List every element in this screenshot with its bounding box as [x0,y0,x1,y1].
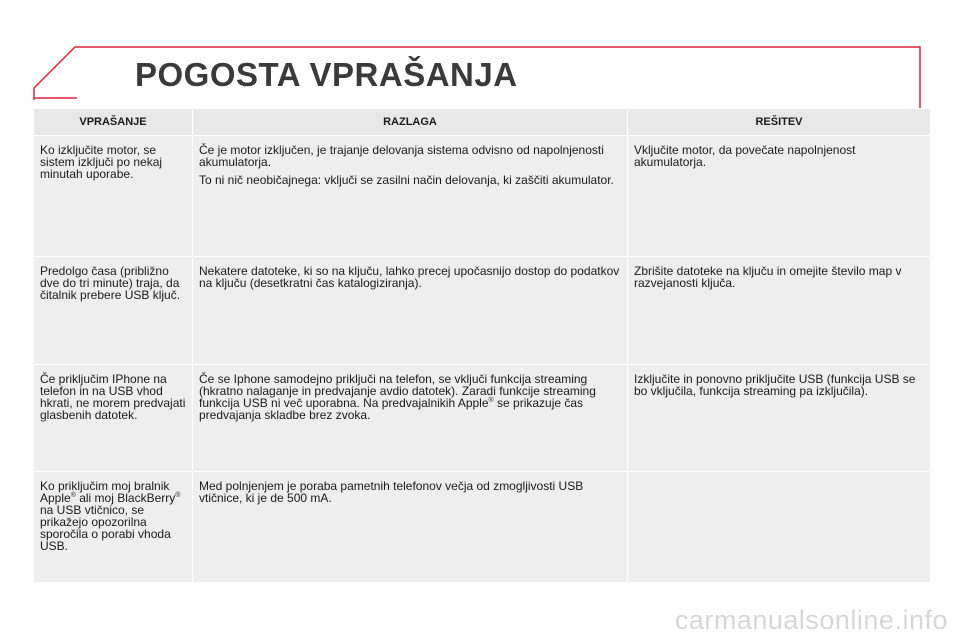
explanation-paragraph: Nekatere datoteke, ki so na ključu, lahko precej upočasnijo dostop do podatkov na ključu (desetkratni čas katalogiziranja). [199,264,620,290]
column-header-explanation: RAZLAGA [193,109,628,136]
explanation-paragraph: Med polnjenjem je poraba pametnih telefonov večja od zmogljivosti USB vtičnice, ki je de 500 mA. [199,479,584,505]
explanation-paragraph: Če je motor izključen, je trajanje delovanja sistema odvisno od napolnjenosti akumulatorja. [199,143,604,169]
question-cell [34,472,193,583]
question-text: ali moj BlackBerry [75,491,176,505]
explanation-paragraph [199,373,621,421]
solution-cell: Vključite motor, da povečate napolnjenost akumulatorja. [628,136,931,257]
explanation-cell [193,365,628,472]
explanation-text: Če se Iphone samodejno priključi na telefon, se vključi funkcija streaming (hkratno nalaganje in predvajanje avdio datotek). Zaradi funkcije streaming funkcija USB ni več uporabna. Na predvajalnikih Apple [199,372,596,410]
solution-cell [628,472,931,583]
solution-cell: Izključite in ponovno priključite USB (funkcija USB se bo vključila, funkcija streaming pa izključila). [628,365,931,472]
question-cell: Predolgo časa (približno dve do tri minute) traja, da čitalnik prebere USB ključ. [34,257,193,365]
page-title: POGOSTA VPRAŠANJA [135,56,518,93]
question-cell: Če priključim IPhone na telefon in na USB vhod hkrati, ne morem predvajati glasbenih datotek. [34,365,193,472]
table-row [34,136,931,257]
column-header-question: VPRAŠANJE [34,109,193,136]
question-text: Ko priključim moj bralnik Apple [40,479,170,505]
explanation-text: se prikazuje čas predvajanja skladbe brez zvoka. [199,396,584,422]
explanation-paragraph: To ni nič neobičajnega: vključi se zasilni način delovanja, ki zaščiti akumulator. [199,173,614,187]
column-header-solution: REŠITEV [628,109,931,136]
question-cell: Ko izključite motor, se sistem izključi po nekaj minutah uporabe. [34,136,193,257]
question-text: na USB vtičnico, se prikažejo opozorilna sporočila o porabi vhoda USB. [40,503,171,553]
faq-table [33,108,931,583]
registered-mark: ® [175,492,181,499]
registered-mark: ® [488,397,494,404]
explanation-cell [193,257,628,365]
table-row [34,365,931,472]
table-header-row [34,109,931,136]
table-row [34,257,931,365]
explanation-cell [193,472,628,583]
explanation-cell [193,136,628,257]
solution-cell: Zbrišite datoteke na ključu in omejite število map v razvejanosti ključa. [628,257,931,365]
table-row [34,472,931,583]
watermark: carmanualsonline.info [674,605,948,635]
registered-mark: ® [70,492,76,499]
